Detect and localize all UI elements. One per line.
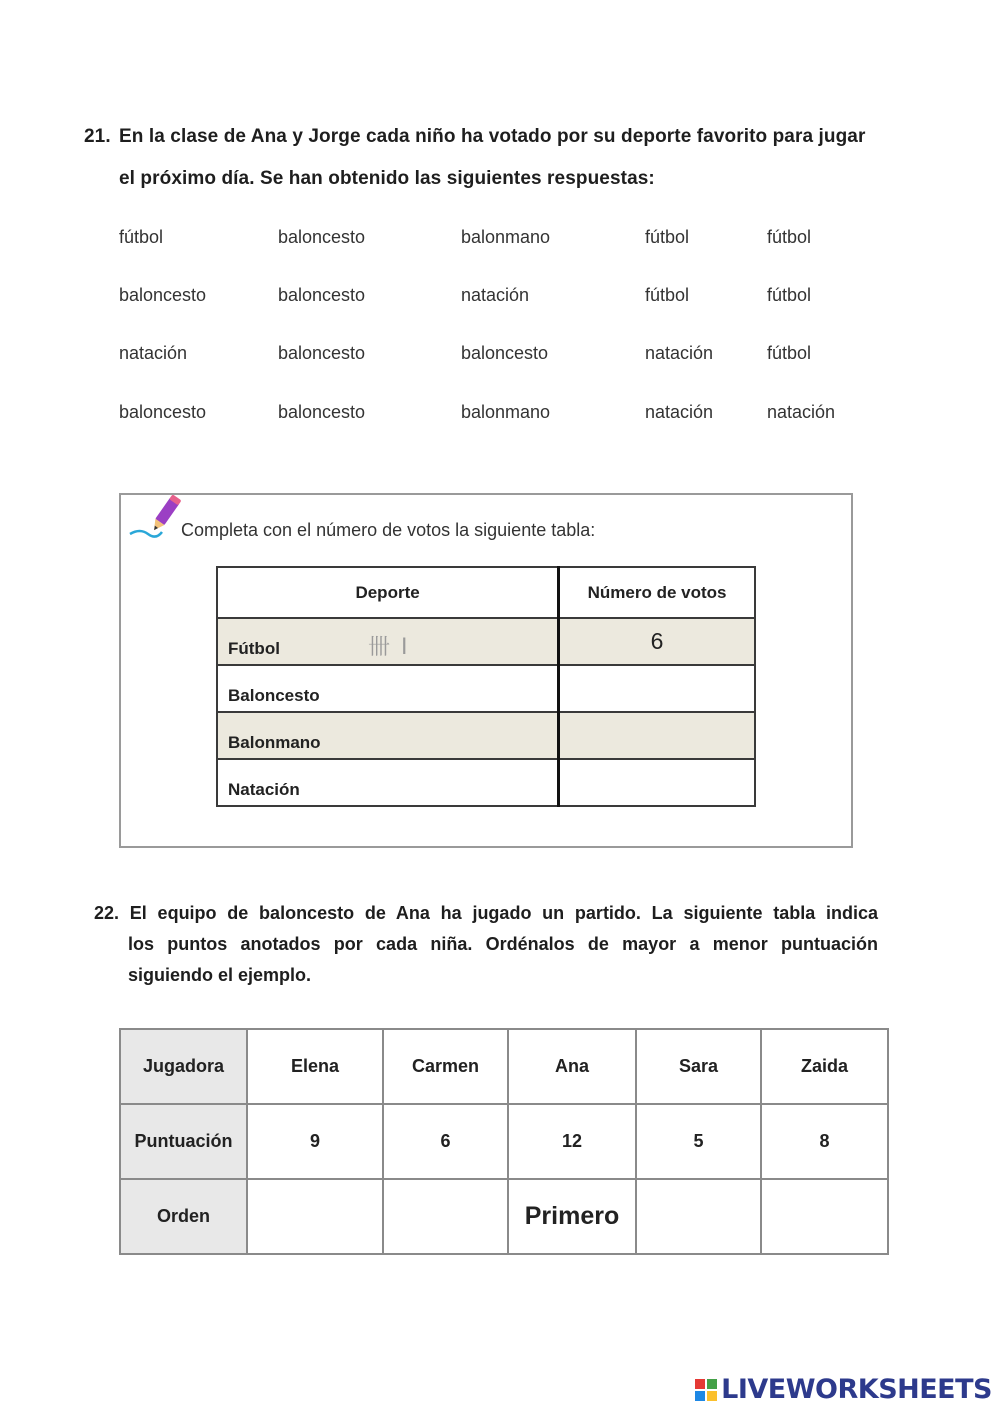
row-label-player: Jugadora	[120, 1029, 247, 1104]
q21-prompt-line2: el próximo día. Se han obtenido las siguientes respuestas:	[119, 168, 655, 189]
q22-prompt-line1	[94, 903, 878, 934]
table-instruction: Completa con el número de votos la siguiente tabla:	[181, 520, 596, 540]
response-word: balonmano	[461, 402, 551, 422]
votes-header-row	[217, 567, 755, 618]
player-name: Ana	[508, 1029, 636, 1104]
q22-prompt-line2: los puntos anotados por cada niña. Ordénalos de mayor a menor puntuación	[128, 934, 878, 954]
response-word: baloncesto	[278, 343, 366, 363]
liveworksheets-logo	[695, 1374, 992, 1405]
order-input[interactable]	[636, 1179, 761, 1254]
response-word: baloncesto	[278, 227, 366, 247]
q21-line1-text: En la clase de Ana y Jorge cada niño ha votado por su deporte favorito para jugar	[119, 126, 866, 147]
response-word: baloncesto	[119, 285, 207, 305]
q22-prompt	[94, 903, 878, 996]
response-word: fútbol	[119, 227, 164, 247]
table-row	[217, 712, 755, 759]
player-score: 5	[636, 1104, 761, 1179]
response-word: baloncesto	[278, 285, 366, 305]
response-word: fútbol	[767, 227, 812, 247]
player-name: Carmen	[383, 1029, 508, 1104]
table-row	[217, 759, 755, 806]
response-word: balonmano	[461, 227, 551, 247]
response-word: natación	[645, 402, 714, 422]
votes-input[interactable]	[559, 665, 755, 712]
q22-line1-text: El equipo de baloncesto de Ana ha jugado un partido. La siguiente tabla indica	[129, 903, 878, 923]
order-input[interactable]	[383, 1179, 508, 1254]
q21-prompt-line1	[84, 126, 865, 148]
sport-label: Fútbol	[217, 618, 559, 665]
response-word: fútbol	[767, 343, 812, 363]
player-score: 9	[247, 1104, 383, 1179]
q21-number: 21.	[84, 126, 111, 147]
player-score: 8	[761, 1104, 888, 1179]
sport-label: Balonmano	[217, 712, 559, 759]
logo-mark-icon	[695, 1379, 717, 1401]
scores-table	[119, 1028, 889, 1255]
response-word: baloncesto	[119, 402, 207, 422]
votes-input[interactable]	[559, 759, 755, 806]
order-input[interactable]	[761, 1179, 888, 1254]
order-input[interactable]	[247, 1179, 383, 1254]
table-row	[217, 618, 755, 665]
table-row	[120, 1179, 888, 1254]
votes-table	[216, 566, 756, 807]
table-row	[217, 665, 755, 712]
response-word: fútbol	[645, 227, 690, 247]
header-votes: Número de votos	[559, 567, 755, 618]
sport-label: Baloncesto	[217, 665, 559, 712]
response-word: fútbol	[645, 285, 690, 305]
table-row	[120, 1104, 888, 1179]
response-word: baloncesto	[461, 343, 549, 363]
pencil-icon	[128, 494, 184, 540]
player-name: Elena	[247, 1029, 383, 1104]
q22-number: 22.	[94, 903, 120, 923]
response-word: natación	[119, 343, 188, 363]
sport-label: Natación	[217, 759, 559, 806]
votes-input[interactable]	[559, 712, 755, 759]
player-score: 12	[508, 1104, 636, 1179]
player-name: Sara	[636, 1029, 761, 1104]
header-sport: Deporte	[217, 567, 559, 618]
player-score: 6	[383, 1104, 508, 1179]
q22-prompt-line3: siguiendo el ejemplo.	[128, 965, 312, 985]
response-word: natación	[645, 343, 714, 363]
table-row	[120, 1029, 888, 1104]
row-label-score: Puntuación	[120, 1104, 247, 1179]
order-example: Primero	[508, 1179, 636, 1254]
response-word: baloncesto	[278, 402, 366, 422]
votes-input[interactable]: 6	[559, 618, 755, 665]
row-label-order: Orden	[120, 1179, 247, 1254]
response-word: natación	[767, 402, 836, 422]
response-word: fútbol	[767, 285, 812, 305]
tally-marks: 卌 I	[368, 635, 410, 660]
response-word: natación	[461, 285, 530, 305]
logo-text: LIVEWORKSHEETS	[721, 1374, 992, 1405]
player-name: Zaida	[761, 1029, 888, 1104]
